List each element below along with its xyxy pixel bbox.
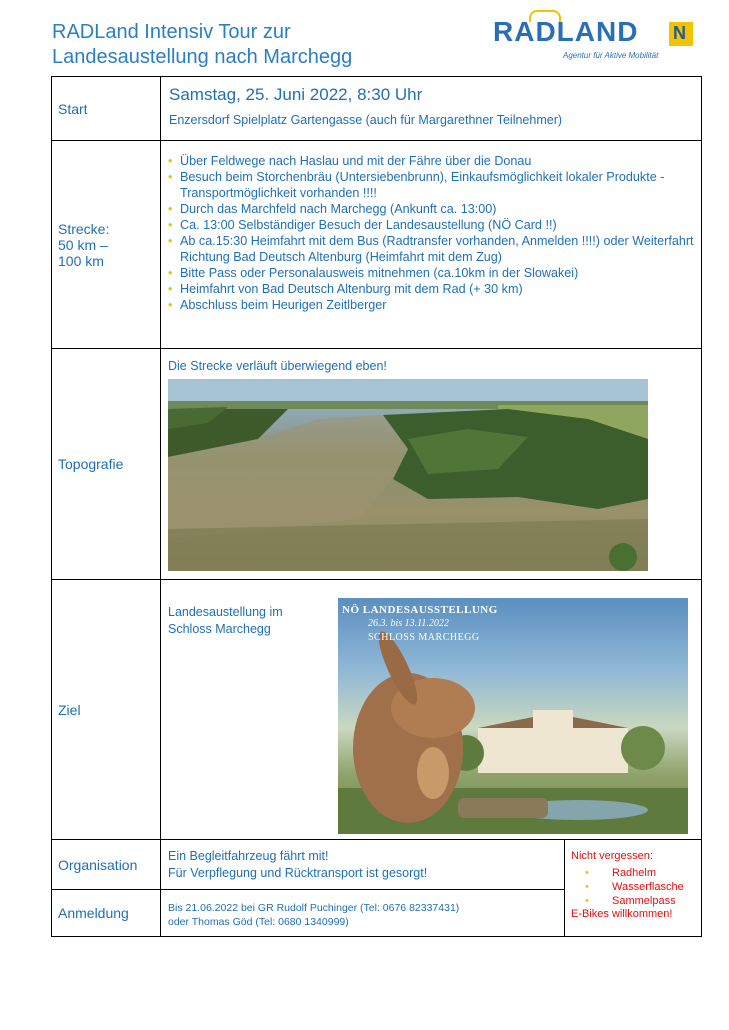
reminder-list (605, 866, 701, 908)
ziel-text-line-1: Landesaustellung im (168, 605, 283, 619)
route-item: • Ca. 13:00 Selbständiger Besuch der Landesaustellung (NÖ Card !!) (167, 217, 701, 233)
row-topo (52, 349, 702, 580)
label-ziel: Ziel (52, 580, 161, 840)
river-photo (168, 379, 648, 571)
logo-badge-letter: N (673, 23, 686, 43)
label-start: Start (52, 77, 161, 141)
reminder-cell (565, 840, 702, 937)
reg-cell (161, 890, 565, 937)
start-place: Enzersdorf Spielplatz Gartengasse (auch für Margarethner Teilnehmer) (169, 113, 563, 127)
radland-logo (493, 10, 698, 65)
reg-text (168, 901, 564, 929)
page-title (52, 20, 352, 70)
title-line-1: RADLand Intensiv Tour zur (52, 21, 291, 43)
route-item: • Bitte Pass oder Personalausweis mitnehmen (ca.10km in der Slowakei) (167, 265, 701, 281)
route-item: • Besuch beim Storchenbräu (Untersiebenbrunn), Einkaufsmöglichkeit lokaler Produkte - Transportmöglichkeit vorhanden !!!! (167, 169, 701, 201)
poster-venue: SCHLOSS MARCHEGG (368, 632, 480, 643)
topo-cell (161, 349, 702, 580)
org-text (168, 848, 564, 882)
reminder-item: • Wasserflasche (605, 880, 701, 894)
label-reg: Anmeldung (52, 890, 161, 937)
label-topo: Topografie (52, 349, 161, 580)
route-item: • Abschluss beim Heurigen Zeitlberger (167, 297, 701, 313)
org-cell (161, 840, 565, 890)
reminder-item: • Radhelm (605, 866, 701, 880)
route-label-2: 50 km – (58, 236, 108, 253)
noe-badge-icon (669, 22, 693, 46)
reminder-item: • Sammelpass (605, 894, 701, 908)
reminder-title: Nicht vergessen: (571, 850, 653, 862)
exhibition-poster (338, 598, 688, 834)
reg-text-line-1: Bis 21.06.2022 bei GR Rudolf Puchinger (Tel: 0676 82337431) (168, 902, 460, 914)
title-line-2: Landesaustellung nach Marchegg (52, 46, 353, 68)
river-landscape-image (168, 379, 648, 571)
route-label-1: Strecke: (58, 220, 110, 237)
row-org (52, 840, 702, 890)
org-text-line-1: Ein Begleitfahrzeug fährt mit! (168, 849, 329, 863)
logo-tagline: Agentur für Aktive Mobilität (563, 51, 659, 60)
poster-title: NÖ LANDESAUSSTELLUNG (342, 604, 498, 616)
org-text-line-2: Für Verpflegung und Rücktransport ist gesorgt! (168, 866, 428, 880)
poster-dates: 26.3. bis 13.11.2022 (368, 618, 449, 629)
route-cell (161, 141, 702, 349)
start-cell (161, 77, 702, 141)
row-route (52, 141, 702, 349)
row-start (52, 77, 702, 141)
route-list (167, 153, 701, 313)
route-label-3: 100 km (58, 252, 104, 269)
label-org: Organisation (52, 840, 161, 890)
logo-wordmark: RADLAND (493, 16, 639, 47)
topo-text: Die Strecke verläuft überwiegend eben! (168, 359, 387, 373)
route-item: • Heimfahrt von Bad Deutsch Altenburg mit dem Rad (+ 30 km) (167, 281, 701, 297)
route-item: • Ab ca.15:30 Heimfahrt mit dem Bus (Radtransfer vorhanden, Anmelden !!!!) oder Weiterfahrt Richtung Bad Deutsch Altenburg (Heimfahrt mit dem Zug) (167, 233, 701, 265)
ziel-text-line-2: Schloss Marchegg (168, 622, 271, 636)
route-item: • Über Feldwege nach Haslau und mit der Fähre über die Donau (167, 153, 701, 169)
start-date: Samstag, 25. Juni 2022, 8:30 Uhr (169, 85, 423, 104)
reg-text-line-2: oder Thomas Göd (Tel: 0680 1340999) (168, 916, 349, 928)
label-route (52, 141, 161, 349)
route-item: • Durch das Marchfeld nach Marchegg (Ankunft ca. 13:00) (167, 201, 701, 217)
reminder-footer: E-Bikes willkommen! (571, 908, 673, 920)
